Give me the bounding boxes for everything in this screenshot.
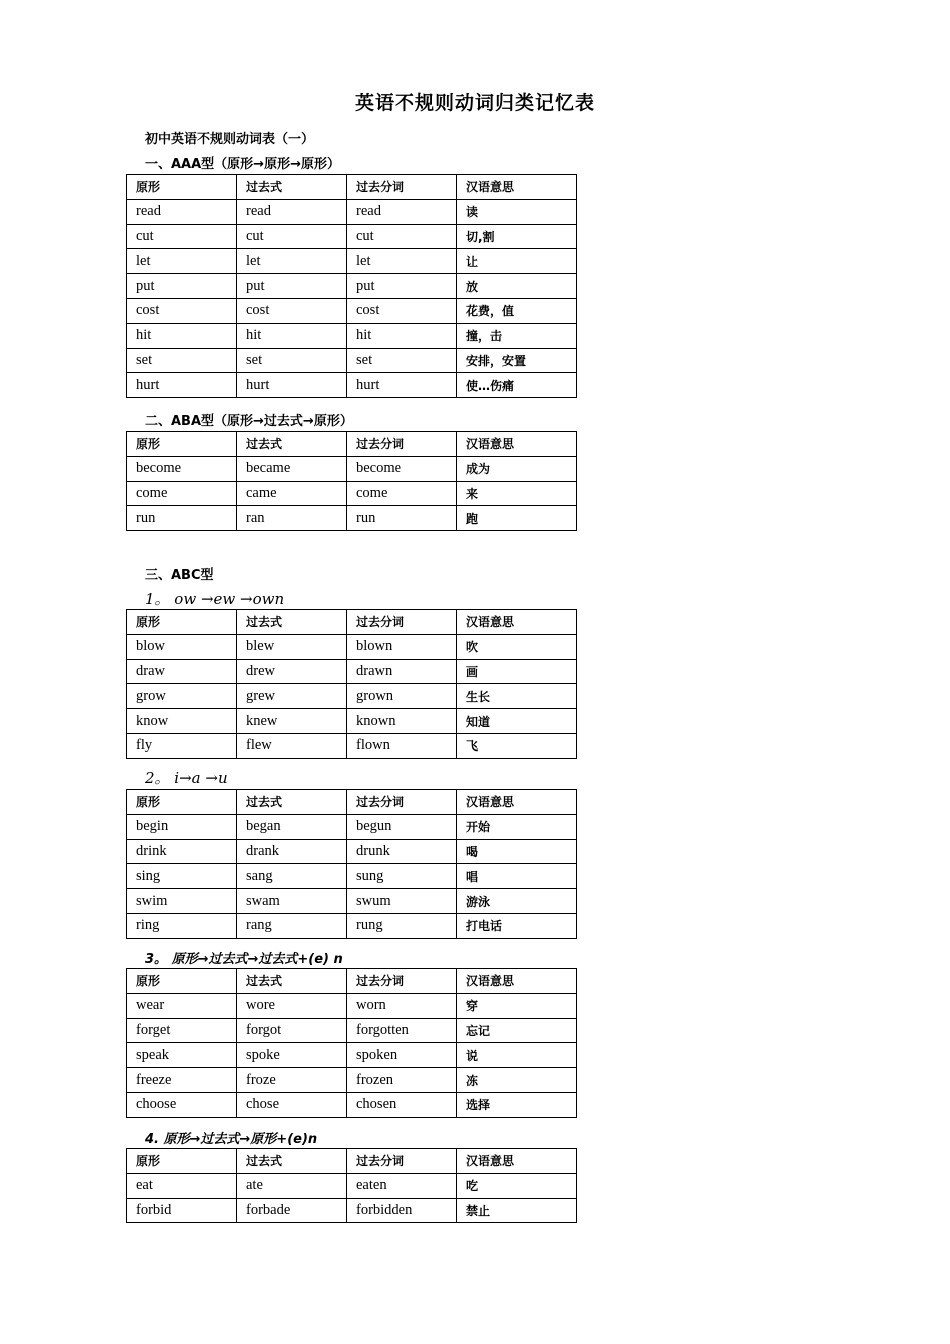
past-participle-cell: set	[347, 348, 457, 373]
verb-table-ow	[126, 609, 577, 759]
section-heading-aba: 二、ABA型（原形→过去式→原形）	[145, 414, 353, 429]
past-tense-cell: blew	[237, 634, 347, 659]
past-tense-cell: let	[237, 249, 347, 274]
column-header: 过去分词	[347, 610, 457, 635]
column-header: 过去分词	[347, 1149, 457, 1174]
past-participle-cell: forbidden	[347, 1198, 457, 1223]
base-form-cell: forget	[127, 1018, 237, 1043]
table-row	[127, 298, 577, 323]
past-tense-cell: became	[237, 456, 347, 481]
meaning-cell: 成为	[457, 456, 577, 481]
table-row	[127, 993, 577, 1018]
column-header: 汉语意思	[457, 969, 577, 994]
column-header: 过去式	[237, 175, 347, 200]
table-row	[127, 456, 577, 481]
subtitle: 初中英语不规则动词表（一）	[145, 132, 315, 147]
past-tense-cell: hurt	[237, 373, 347, 398]
table-header-row	[127, 790, 577, 815]
verb-table-base-en	[126, 1148, 577, 1223]
subsection-heading-i-a-u: 2。 i→a →u	[145, 769, 228, 787]
meaning-cell: 让	[457, 249, 577, 274]
past-tense-cell: began	[237, 814, 347, 839]
past-participle-cell: drunk	[347, 839, 457, 864]
base-form-cell: freeze	[127, 1068, 237, 1093]
column-header: 原形	[127, 1149, 237, 1174]
table-row	[127, 1198, 577, 1223]
base-form-cell: hurt	[127, 373, 237, 398]
past-tense-cell: rang	[237, 913, 347, 938]
subsection-heading-base-en: 4. 原形→过去式→原形+(e)n	[145, 1132, 318, 1147]
table-row	[127, 913, 577, 938]
meaning-cell: 冻	[457, 1068, 577, 1093]
meaning-cell: 飞	[457, 733, 577, 758]
past-tense-cell: forbade	[237, 1198, 347, 1223]
column-header: 过去分词	[347, 790, 457, 815]
meaning-cell: 花费，值	[457, 298, 577, 323]
meaning-cell: 打电话	[457, 913, 577, 938]
column-header: 原形	[127, 969, 237, 994]
verb-table-aaa	[126, 174, 577, 398]
base-form-cell: hit	[127, 323, 237, 348]
past-tense-cell: set	[237, 348, 347, 373]
base-form-cell: blow	[127, 634, 237, 659]
base-form-cell: draw	[127, 659, 237, 684]
past-participle-cell: grown	[347, 684, 457, 709]
past-participle-cell: drawn	[347, 659, 457, 684]
past-participle-cell: spoken	[347, 1043, 457, 1068]
past-participle-cell: hit	[347, 323, 457, 348]
base-form-cell: let	[127, 249, 237, 274]
page-title: 英语不规则动词归类记忆表	[354, 92, 595, 114]
past-tense-cell: spoke	[237, 1043, 347, 1068]
table-header-row	[127, 610, 577, 635]
meaning-cell: 读	[457, 199, 577, 224]
base-form-cell: ring	[127, 913, 237, 938]
column-header: 过去分词	[347, 432, 457, 457]
meaning-cell: 说	[457, 1043, 577, 1068]
table-row	[127, 1173, 577, 1198]
table-row	[127, 348, 577, 373]
meaning-cell: 生长	[457, 684, 577, 709]
past-tense-cell: cut	[237, 224, 347, 249]
past-participle-cell: let	[347, 249, 457, 274]
meaning-cell: 穿	[457, 993, 577, 1018]
table-row	[127, 224, 577, 249]
past-tense-cell: ran	[237, 506, 347, 531]
meaning-cell: 放	[457, 274, 577, 299]
past-tense-cell: drank	[237, 839, 347, 864]
verb-table-aba	[126, 431, 577, 531]
table-header-row	[127, 1149, 577, 1174]
table-row	[127, 839, 577, 864]
meaning-cell: 使…伤痛	[457, 373, 577, 398]
past-tense-cell: drew	[237, 659, 347, 684]
past-participle-cell: known	[347, 709, 457, 734]
meaning-cell: 跑	[457, 506, 577, 531]
base-form-cell: cut	[127, 224, 237, 249]
table-header-row	[127, 432, 577, 457]
past-tense-cell: read	[237, 199, 347, 224]
past-tense-cell: flew	[237, 733, 347, 758]
past-tense-cell: forgot	[237, 1018, 347, 1043]
table-row	[127, 1068, 577, 1093]
table-header-row	[127, 969, 577, 994]
meaning-cell: 选择	[457, 1092, 577, 1117]
column-header: 原形	[127, 790, 237, 815]
section-heading-abc: 三、ABC型	[145, 568, 214, 583]
base-form-cell: drink	[127, 839, 237, 864]
base-form-cell: choose	[127, 1092, 237, 1117]
past-participle-cell: cut	[347, 224, 457, 249]
meaning-cell: 安排，安置	[457, 348, 577, 373]
past-participle-cell: put	[347, 274, 457, 299]
meaning-cell: 开始	[457, 814, 577, 839]
table-row	[127, 249, 577, 274]
column-header: 汉语意思	[457, 175, 577, 200]
table-row	[127, 634, 577, 659]
past-participle-cell: rung	[347, 913, 457, 938]
table-header-row	[127, 175, 577, 200]
past-tense-cell: hit	[237, 323, 347, 348]
past-tense-cell: chose	[237, 1092, 347, 1117]
past-tense-cell: wore	[237, 993, 347, 1018]
past-participle-cell: blown	[347, 634, 457, 659]
past-tense-cell: knew	[237, 709, 347, 734]
past-participle-cell: flown	[347, 733, 457, 758]
table-row	[127, 864, 577, 889]
table-row	[127, 889, 577, 914]
past-tense-cell: cost	[237, 298, 347, 323]
meaning-cell: 吹	[457, 634, 577, 659]
meaning-cell: 忘记	[457, 1018, 577, 1043]
past-tense-cell: swam	[237, 889, 347, 914]
table-row	[127, 373, 577, 398]
base-form-cell: speak	[127, 1043, 237, 1068]
past-tense-cell: grew	[237, 684, 347, 709]
base-form-cell: forbid	[127, 1198, 237, 1223]
base-form-cell: eat	[127, 1173, 237, 1198]
subsection-heading-ow: 1。 ow →ew →own	[145, 590, 285, 608]
column-header: 汉语意思	[457, 432, 577, 457]
table-row	[127, 323, 577, 348]
meaning-cell: 喝	[457, 839, 577, 864]
table-row	[127, 481, 577, 506]
table-row	[127, 733, 577, 758]
verb-table-past-en	[126, 968, 577, 1118]
base-form-cell: grow	[127, 684, 237, 709]
column-header: 汉语意思	[457, 610, 577, 635]
past-participle-cell: forgotten	[347, 1018, 457, 1043]
past-participle-cell: come	[347, 481, 457, 506]
meaning-cell: 切,割	[457, 224, 577, 249]
column-header: 原形	[127, 175, 237, 200]
column-header: 过去式	[237, 610, 347, 635]
table-row	[127, 274, 577, 299]
column-header: 过去分词	[347, 969, 457, 994]
base-form-cell: know	[127, 709, 237, 734]
column-header: 过去式	[237, 432, 347, 457]
table-row	[127, 199, 577, 224]
base-form-cell: read	[127, 199, 237, 224]
table-row	[127, 1043, 577, 1068]
table-row	[127, 709, 577, 734]
past-tense-cell: came	[237, 481, 347, 506]
past-participle-cell: hurt	[347, 373, 457, 398]
meaning-cell: 吃	[457, 1173, 577, 1198]
table-row	[127, 506, 577, 531]
table-row	[127, 659, 577, 684]
past-tense-cell: froze	[237, 1068, 347, 1093]
base-form-cell: set	[127, 348, 237, 373]
past-participle-cell: run	[347, 506, 457, 531]
table-row	[127, 1018, 577, 1043]
past-participle-cell: swum	[347, 889, 457, 914]
verb-table-i-a-u	[126, 789, 577, 939]
section-heading-aaa: 一、AAA型（原形→原形→原形）	[145, 157, 340, 172]
base-form-cell: run	[127, 506, 237, 531]
base-form-cell: come	[127, 481, 237, 506]
base-form-cell: become	[127, 456, 237, 481]
table-row	[127, 684, 577, 709]
table-row	[127, 814, 577, 839]
meaning-cell: 来	[457, 481, 577, 506]
past-participle-cell: cost	[347, 298, 457, 323]
column-header: 过去分词	[347, 175, 457, 200]
past-participle-cell: eaten	[347, 1173, 457, 1198]
column-header: 过去式	[237, 1149, 347, 1174]
meaning-cell: 唱	[457, 864, 577, 889]
base-form-cell: put	[127, 274, 237, 299]
past-tense-cell: ate	[237, 1173, 347, 1198]
column-header: 汉语意思	[457, 790, 577, 815]
past-participle-cell: chosen	[347, 1092, 457, 1117]
past-participle-cell: sung	[347, 864, 457, 889]
column-header: 原形	[127, 610, 237, 635]
past-participle-cell: worn	[347, 993, 457, 1018]
subsection-heading-past-en: 3。 原形→过去式→过去式+(e) n	[145, 952, 343, 967]
meaning-cell: 游泳	[457, 889, 577, 914]
meaning-cell: 撞，击	[457, 323, 577, 348]
base-form-cell: wear	[127, 993, 237, 1018]
table-row	[127, 1092, 577, 1117]
column-header: 过去式	[237, 969, 347, 994]
meaning-cell: 禁止	[457, 1198, 577, 1223]
past-tense-cell: sang	[237, 864, 347, 889]
column-header: 汉语意思	[457, 1149, 577, 1174]
meaning-cell: 画	[457, 659, 577, 684]
past-participle-cell: read	[347, 199, 457, 224]
base-form-cell: cost	[127, 298, 237, 323]
base-form-cell: sing	[127, 864, 237, 889]
past-participle-cell: begun	[347, 814, 457, 839]
past-participle-cell: frozen	[347, 1068, 457, 1093]
base-form-cell: swim	[127, 889, 237, 914]
base-form-cell: begin	[127, 814, 237, 839]
base-form-cell: fly	[127, 733, 237, 758]
column-header: 原形	[127, 432, 237, 457]
past-participle-cell: become	[347, 456, 457, 481]
meaning-cell: 知道	[457, 709, 577, 734]
column-header: 过去式	[237, 790, 347, 815]
past-tense-cell: put	[237, 274, 347, 299]
